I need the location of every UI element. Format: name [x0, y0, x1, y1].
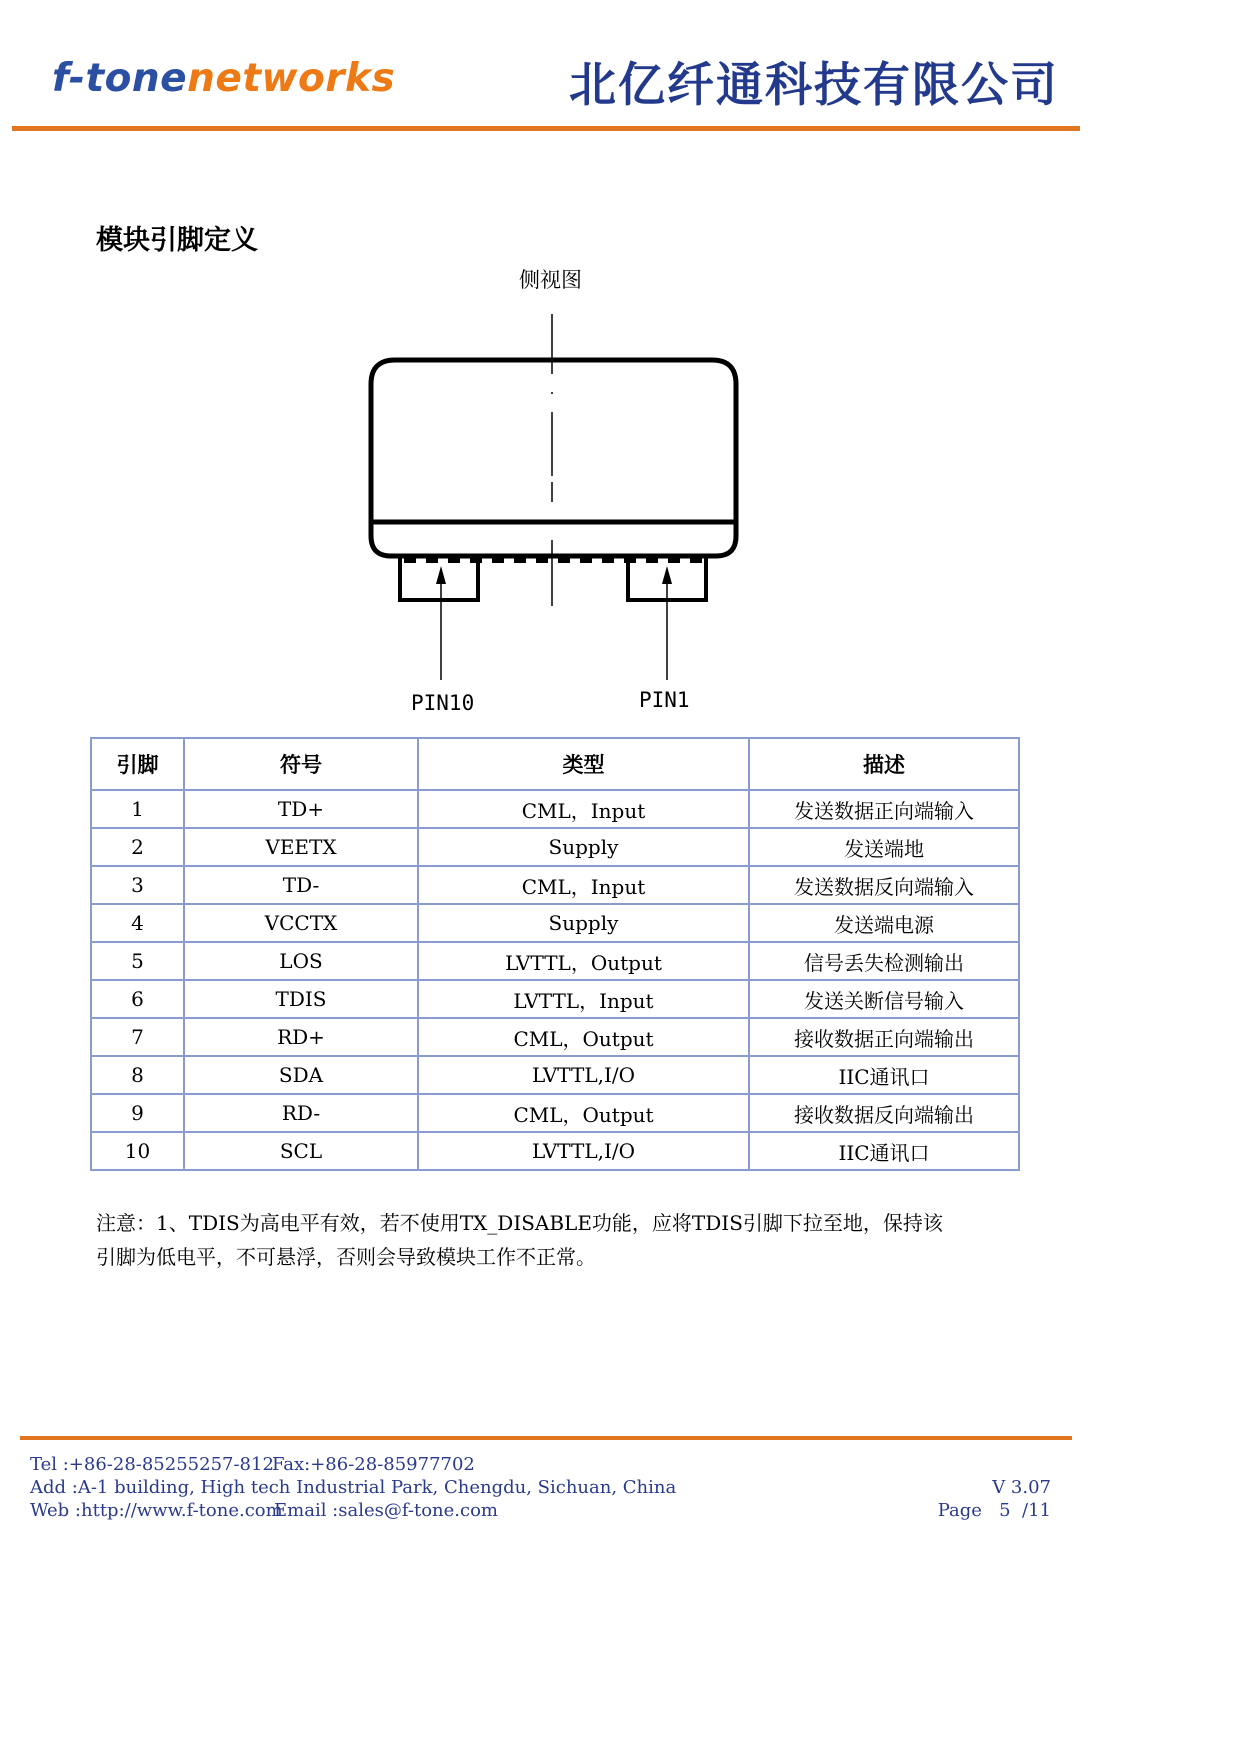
pin-type: LVTTL，Input: [418, 980, 749, 1018]
table-row: [91, 904, 1019, 942]
pin-symbol: RD-: [184, 1094, 418, 1132]
footer-divider: [20, 1436, 1072, 1440]
pin10-arrow: [436, 566, 446, 680]
pin-number: 4: [91, 904, 184, 942]
pin-number: 10: [91, 1132, 184, 1170]
note-line-1: 注意：1、TDIS为高电平有效，若不使用TX_DISABLE功能，应将TDIS引脚下拉至地，保持该: [96, 1211, 943, 1235]
footer-address: Add :A-1 building, High tech Industrial Park, Chengdu, Sichuan, China: [30, 1477, 677, 1498]
table-row: [91, 1056, 1019, 1094]
pin-description: IIC通讯口: [749, 1132, 1019, 1170]
header-divider: [12, 126, 1080, 131]
company-logo: f-tonenetworks: [52, 56, 396, 101]
pin-description: 发送端电源: [749, 904, 1019, 942]
pin-number: 3: [91, 866, 184, 904]
pin-symbol: SCL: [184, 1132, 418, 1170]
table-header-row: [91, 738, 1019, 790]
footer-website: Web :http://www.f-tone.com: [30, 1500, 283, 1521]
col-header-pin: 引脚: [91, 738, 184, 790]
module-side-view-diagram: [0, 300, 1101, 720]
col-header-type: 类型: [418, 738, 749, 790]
tdis-note: [96, 1206, 1016, 1274]
pin-type: LVTTL,I/O: [418, 1056, 749, 1094]
section-title: 模块引脚定义: [96, 225, 258, 256]
pin-number: 9: [91, 1094, 184, 1132]
pin-number: 5: [91, 942, 184, 980]
pin-description: 信号丢失检测输出: [749, 942, 1019, 980]
module-body: [371, 360, 736, 556]
pin-number: 6: [91, 980, 184, 1018]
pin-number: 7: [91, 1018, 184, 1056]
pin-symbol: SDA: [184, 1056, 418, 1094]
pin-description: IIC通讯口: [749, 1056, 1019, 1094]
pin-description: 发送端地: [749, 828, 1019, 866]
pin-symbol: VCCTX: [184, 904, 418, 942]
col-header-symbol: 符号: [184, 738, 418, 790]
pin-number: 1: [91, 790, 184, 828]
table-row: [91, 942, 1019, 980]
pin-symbol: RD+: [184, 1018, 418, 1056]
company-name: 北亿纤通科技有限公司: [569, 58, 1059, 113]
pin-number: 2: [91, 828, 184, 866]
pin-symbol: TD-: [184, 866, 418, 904]
pin-description: 发送数据正向端输入: [749, 790, 1019, 828]
table-row: [91, 790, 1019, 828]
pin-symbol: LOS: [184, 942, 418, 980]
pin10-label: PIN10: [411, 691, 475, 715]
pin-type: CML，Input: [418, 790, 749, 828]
pin-type: CML，Output: [418, 1018, 749, 1056]
pin-description: 接收数据正向端输出: [749, 1018, 1019, 1056]
pin-symbol: TDIS: [184, 980, 418, 1018]
pin-type: CML，Output: [418, 1094, 749, 1132]
table-row: [91, 1132, 1019, 1170]
pin1-label: PIN1: [639, 688, 690, 712]
col-header-description: 描述: [749, 738, 1019, 790]
pin-definition-table: [90, 737, 1020, 1171]
table-row: [91, 828, 1019, 866]
side-view-label: 侧视图: [519, 268, 582, 292]
pin-type: Supply: [418, 904, 749, 942]
pin-type: LVTTL,I/O: [418, 1132, 749, 1170]
pin-symbol: VEETX: [184, 828, 418, 866]
footer-email: Email :sales@f-tone.com: [274, 1500, 498, 1521]
footer-fax: Fax:+86-28-85977702: [272, 1454, 475, 1475]
table-row: [91, 1018, 1019, 1056]
pin1-arrow: [662, 566, 672, 680]
pin-description: 接收数据反向端输出: [749, 1094, 1019, 1132]
note-line-2: 引脚为低电平，不可悬浮，否则会导致模块工作不正常。: [96, 1245, 596, 1269]
pin-number: 8: [91, 1056, 184, 1094]
pin-symbol: TD+: [184, 790, 418, 828]
pin-description: 发送数据反向端输入: [749, 866, 1019, 904]
pin-type: LVTTL，Output: [418, 942, 749, 980]
pin-description: 发送关断信号输入: [749, 980, 1019, 1018]
table-row: [91, 866, 1019, 904]
table-row: [91, 1094, 1019, 1132]
pin-type: CML，Input: [418, 866, 749, 904]
page-number: Page 5 /11: [937, 1500, 1051, 1521]
pin-type: Supply: [418, 828, 749, 866]
footer-tel: Tel :+86-28-85255257-812: [30, 1454, 274, 1475]
table-row: [91, 980, 1019, 1018]
document-version: V 3.07: [992, 1477, 1051, 1498]
